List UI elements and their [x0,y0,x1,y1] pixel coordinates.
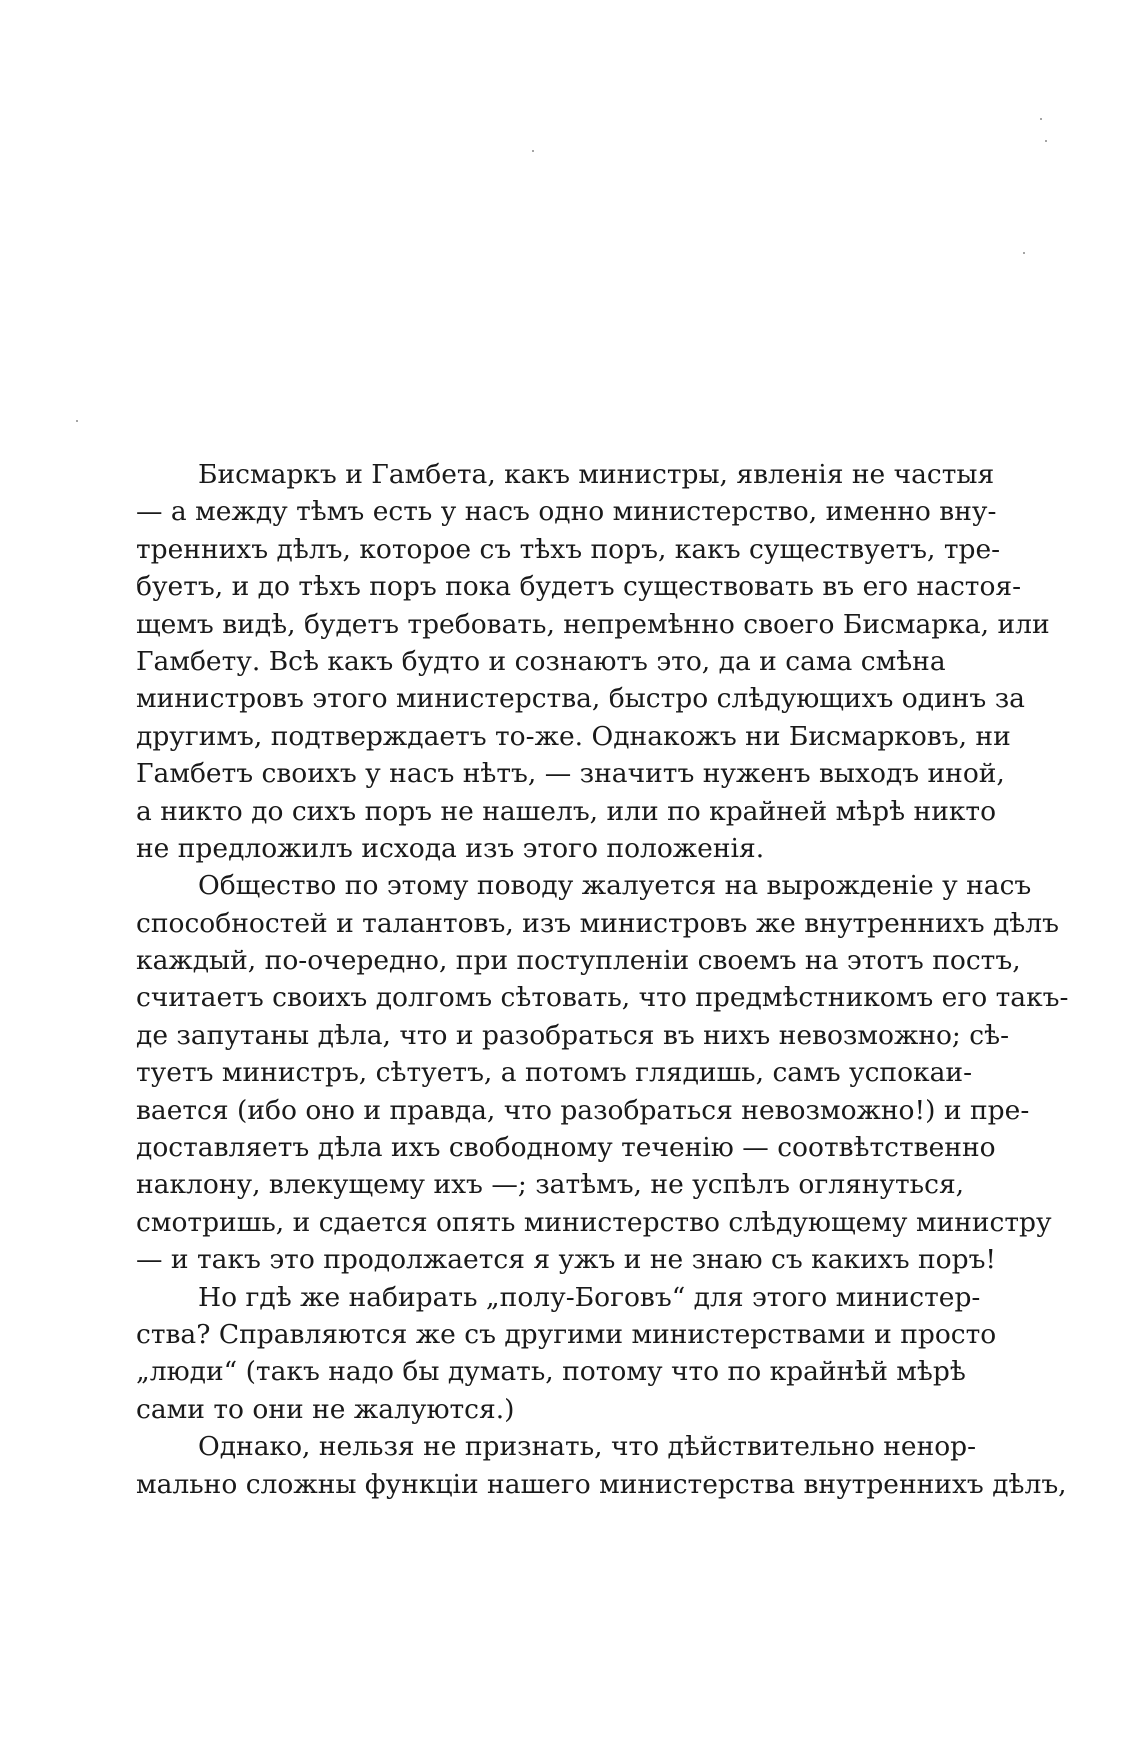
text-line: способностей и талантовъ, изъ министровъ же внутреннихъ дѣлъ [136,907,1059,939]
text-line: щемъ видѣ, будетъ требовать, непремѣнно своего Бисмарка, или [136,608,1050,640]
text-line: Бисмаркъ и Гамбета, какъ министры, явленія не частыя [198,459,995,490]
text-line: не предложилъ исхода изъ этого положенія. [136,832,765,864]
text-line: Гамбетъ своихъ у насъ нѣтъ, — значитъ нуженъ выходъ иной, [136,758,1005,790]
page-speck [76,420,78,422]
text-line: — и такъ это продолжается я ужъ и не знаю съ какихъ поръ! [136,1244,997,1276]
page-speck [1040,118,1042,120]
paragraph [136,1279,997,1429]
body-text [136,456,1069,1503]
text-line: каждый, по-очередно, при поступленіи своемъ на этотъ постъ, [136,945,1021,977]
text-line: треннихъ дѣлъ, которое съ тѣхъ поръ, какъ существуетъ, тре- [136,533,1001,565]
text-line: а никто до сихъ поръ не нашелъ, или по крайней мѣрѣ никто [136,795,997,827]
text-line: буетъ, и до тѣхъ поръ пока будетъ существовать въ его настоя- [136,571,1022,603]
text-line: считаетъ своихъ долгомъ сѣтовать, что предмѣстникомъ его такъ- [136,982,1069,1014]
text-line: Но гдѣ же набирать „полу-Боговъ“ для этого министер- [198,1281,981,1313]
page-speck [1023,252,1025,254]
text-line: вается (ибо оно и правда, что разобраться невозможно!) и пре- [136,1094,1030,1126]
text-line: другимъ, подтверждаетъ то-же. Однакожъ ни Бисмарковъ, ни [136,720,1011,752]
page-speck [532,150,534,152]
text-line: „люди“ (такъ надо бы думать, потому что по крайнѣй мѣрѣ [136,1356,966,1388]
text-line: — а между тѣмъ есть у насъ одно министерство, именно вну- [136,496,997,528]
text-line: Гамбету. Всѣ какъ будто и сознаютъ это, да и сама смѣна [136,645,946,677]
text-line: ства? Справляются же съ другими министерствами и просто [136,1318,997,1350]
text-line: Однако, нельзя не признать, что дѣйствительно ненор- [198,1431,977,1463]
text-line: де запутаны дѣла, что и разобраться въ нихъ невозможно; сѣ- [136,1019,1010,1051]
page-speck [1045,140,1047,142]
paragraph [136,1428,1067,1503]
text-line: смотришь, и сдается опять министерство слѣдующему министру [136,1206,1052,1238]
paragraph [136,867,1069,1278]
text-line: доставляетъ дѣла ихъ свободному теченію — соотвѣтственно [136,1132,996,1164]
text-line: сами то они не жалуются.) [136,1393,515,1425]
text-line: Общество по этому поводу жалуется на вырожденіе у насъ [198,870,1032,902]
paragraph [136,456,1050,867]
text-line: наклону, влекущему ихъ —; затѣмъ, не успѣлъ оглянуться, [136,1169,965,1201]
text-line: мально сложны функціи нашего министерства внутреннихъ дѣлъ, [136,1468,1067,1500]
text-line: министровъ этого министерства, быстро слѣдующихъ одинъ за [136,683,1025,715]
text-line: туетъ министръ, сѣтуетъ, а потомъ глядишь, самъ успокаи- [136,1057,973,1089]
